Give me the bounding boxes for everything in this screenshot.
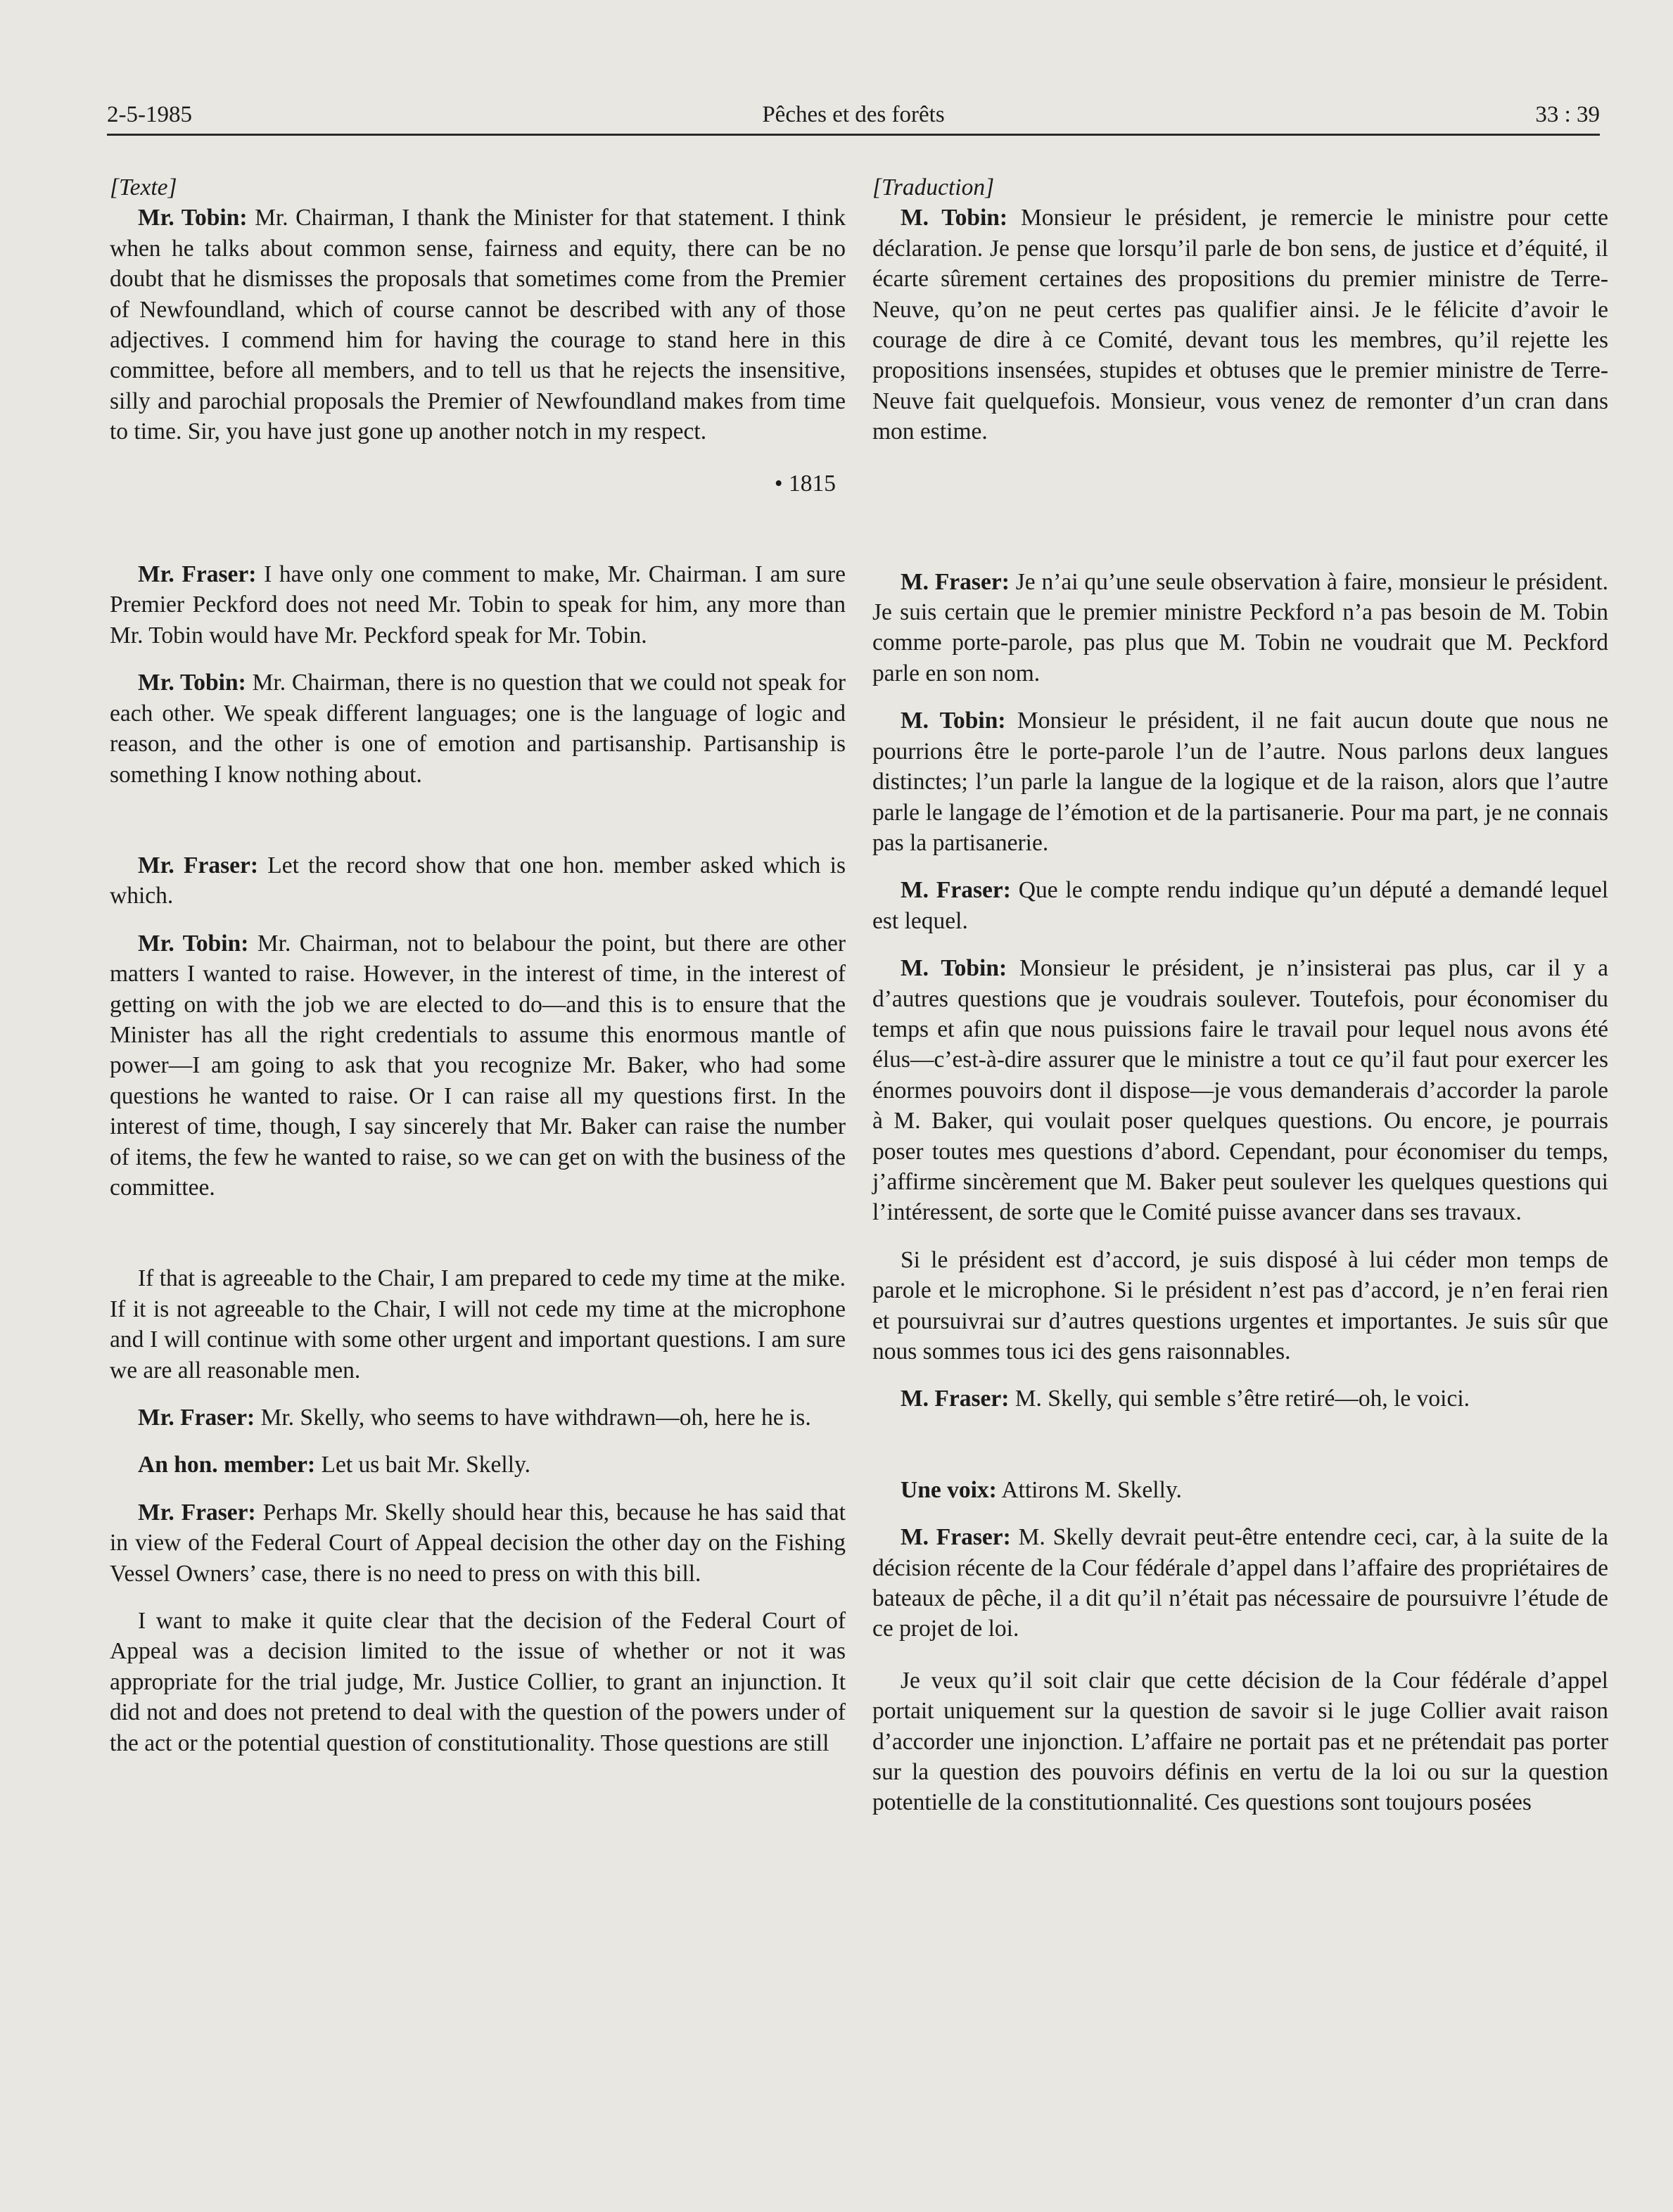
speaker: Mr. Fraser: [138, 852, 259, 878]
paragraph: Mr. Tobin: Mr. Chairman, not to belabour the point, but there are other matters I wanted to raise. However, in the interest of time, in the interest of getting on with the job we are elected to do—and this is to ensure that the Minister has all the right credentials to assume this enormous mantle of power—I am going to ask that you recognize Mr. Baker, who had some questions he wanted to raise. Or I can raise all my questions first. In the interest of time, though, I say sincerely that Mr. Baker can raise the number of items, the few he wanted to raise, so we can get on with the business of the committee. [110, 930, 846, 1201]
paragraph: Mr. Fraser: Mr. Skelly, who seems to have withdrawn—oh, here he is. [138, 1405, 811, 1431]
paragraph: M. Fraser: Je n’ai qu’une seule observation à faire, monsieur le président. Je suis certain que le premier ministre Peckford n’a pas besoin de M. Tobin comme porte-parole, pas plus que M. Tobin ne voudrait que M. Peckford parle en son nom. [872, 568, 1609, 686]
speaker: M. Fraser: [901, 877, 1011, 904]
speaker: M. Tobin: [901, 708, 1006, 734]
speaker: Mr. Tobin: [138, 670, 246, 696]
speaker: Mr. Tobin: [138, 205, 248, 231]
paragraph: An hon. member: Let us bait Mr. Skelly. [138, 1452, 530, 1478]
section-label: [Traduction] [872, 174, 995, 200]
paragraph: M. Tobin: Monsieur le président, je n’insisterai pas plus, car il y a d’autres questions que je voudrais soulever. Toutefois, pour économiser du temps et afin que nous puissions faire le travail pour lequel nous avons été élus—c’est-à-dire assurer que le ministre a tout ce qu’il faut pour exercer les énormes pouvoirs dont il dispose—je vous demanderais d’accorder la parole à M. Baker, qui voulait poser quelques questions. Ou encore, je pourrais poser toutes mes questions d’abord. Cependant, pour économiser du temps, j’affirme sincèrement que M. Baker peut soulever les quelques questions qui l’intéressent, de sorte que le Comité puisse avancer dans ses travaux. [872, 955, 1608, 1226]
paragraph: M. Fraser: M. Skelly, qui semble s’être retiré—oh, le voici. [901, 1386, 1470, 1412]
paragraph: Une voix: Attirons M. Skelly. [901, 1476, 1182, 1503]
header-date: 2-5-1985 [107, 102, 192, 127]
speaker: M. Fraser: [901, 568, 1010, 595]
section-label: [Texte] [110, 174, 177, 200]
speaker: M. Tobin: [901, 955, 1007, 982]
paragraph: I want to make it quite clear that the decision of the Federal Court of Appeal was a decision limited to the issue of whether or not it was appropriate for the trial judge, Mr. Justice Collier, to grant an injunction. It did not and does not pretend to deal with the question of the powers under of the act or the potential question of constitutionality. Those questions are still [110, 1608, 846, 1756]
speaker: M. Fraser: [901, 1386, 1010, 1412]
english-column [110, 172, 846, 1758]
paragraph: Mr. Fraser: Perhaps Mr. Skelly should hear this, because he has said that in view of the Federal Court of Appeal decision the other day on the Fishing Vessel Owners’ case, there is no need to press on with this bill. [110, 1499, 846, 1587]
paragraph: Si le président est d’accord, je suis disposé à lui céder mon temps de parole et le microphone. Si le président n’est pas d’accord, je n’en ferai rien et poursuivrai sur d’autres questions urgentes et importantes. Je suis sûr que nous sommes tous ici des gens raisonnables. [872, 1246, 1608, 1364]
speaker: An hon. member: [138, 1452, 316, 1478]
header-page-number: 33 : 39 [1535, 102, 1600, 127]
speaker: M. Fraser: [901, 1524, 1011, 1551]
speaker: Une voix: [901, 1476, 997, 1503]
paragraph: Mr. Tobin: Mr. Chairman, I thank the Minister for that statement. I think when he talks about common sense, fairness and equity, there can be no doubt that he dismisses the proposals that sometimes come from the Premier of Newfoundland, which of course cannot be described with any of those adjectives. I commend him for having the courage to stand here in this committee, before all members, and to tell us that he rejects the insensitive, silly and parochial proposals the Premier of Newfoundland makes from time to time. Sir, you have just gone up another notch in my respect. [110, 205, 846, 445]
paragraph: Mr. Fraser: Let the record show that one hon. member asked which is which. [110, 852, 846, 909]
french-column [872, 172, 1608, 1818]
header-title: Pêches et des forêts [762, 102, 945, 127]
speaker: Mr. Fraser: [138, 1405, 255, 1431]
paragraph: Mr. Tobin: Mr. Chairman, there is no question that we could not speak for each other. We speak different languages; one is the language of logic and reason, and the other is one of emotion and partisanship. Partisanship is something I know nothing about. [110, 670, 846, 788]
speaker: Mr. Tobin: [138, 930, 249, 957]
speaker: Mr. Fraser: [138, 1499, 256, 1526]
paragraph: Je veux qu’il soit clair que cette décision de la Cour fédérale d’appel portait uniquement sur la question de savoir si le juge Collier avait raison d’accorder une injonction. L’affaire ne portait pas et ne prétendait pas porter sur la question des pouvoirs définis en vertu de la loi ou sur la question potentielle de la constitutionnalité. Ces questions sont toujours posées [872, 1667, 1608, 1816]
paragraph: M. Tobin: Monsieur le président, il ne fait aucun doute que nous ne pourrions être le porte-parole l’un de l’autre. Nous parlons deux langues distinctes; l’un parle la langue de la logique et de la raison, alors que l’autre parle le langage de l’émotion et de la partisanerie. Pour ma part, je ne connais pas la partisanerie. [872, 708, 1608, 856]
paragraph: Mr. Fraser: I have only one comment to make, Mr. Chairman. I am sure Premier Peckford does not need Mr. Tobin to speak for him, any more than Mr. Tobin would have Mr. Peckford speak for Mr. Tobin. [110, 561, 846, 648]
paragraph: M. Fraser: Que le compte rendu indique qu’un député a demandé lequel est lequel. [872, 877, 1608, 934]
paragraph: If that is agreeable to the Chair, I am prepared to cede my time at the mike. If it is not agreeable to the Chair, I will not cede my time at the microphone and I will continue with some other urgent and important questions. I am sure we are all reasonable men. [110, 1265, 846, 1383]
speaker: Mr. Fraser: [138, 561, 257, 588]
paragraph: M. Tobin: Monsieur le président, je remercie le ministre pour cette déclaration. Je pense que lorsqu’il parle de bon sens, de justice et d’équité, il écarte sûrement certaines des propositions du premier ministre de Terre-Neuve, qu’on ne peut certes pas qualifier ainsi. Je le félicite d’avoir le courage de dire à ce Comité, devant tous les membres, qu’il rejette les propositions insensées, stupides et obtuses que le premier ministre de Terre-Neuve fait quelquefois. Monsieur, vous venez de remonter d’un cran dans mon estime. [872, 205, 1608, 445]
page-header [107, 98, 1600, 136]
time-marker: • 1815 [774, 470, 836, 497]
speaker: M. Tobin: [901, 205, 1008, 231]
paragraph: M. Fraser: M. Skelly devrait peut-être entendre ceci, car, à la suite de la décision récente de la Cour fédérale d’appel dans l’affaire des propriétaires de bateaux de pêche, il a dit qu’il n’était pas nécessaire de poursuivre l’étude de ce projet de loi. [872, 1524, 1609, 1642]
